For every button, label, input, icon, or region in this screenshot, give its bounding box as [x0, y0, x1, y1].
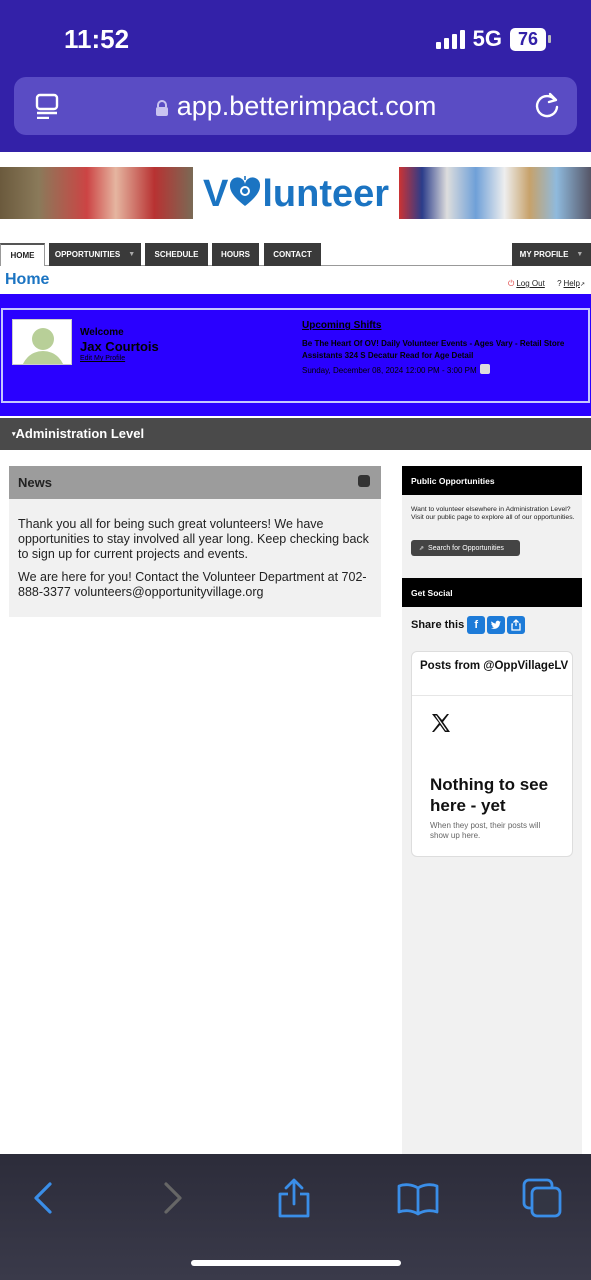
search-opportunities-label: Search for Opportunities	[428, 544, 504, 552]
battery-icon	[510, 28, 551, 51]
avatar	[12, 319, 72, 365]
admin-level-bar[interactable]	[0, 418, 591, 450]
tab-opportunities[interactable]	[49, 243, 141, 266]
chevron-down-icon: ▼	[576, 251, 584, 258]
url-text[interactable]	[14, 91, 577, 122]
news-paragraph: Thank you all for being such great volunteers! We have opportunities to stay involved all year long. Keep checking back to sign up for current projects and events.	[18, 517, 369, 561]
power-icon: ⏻	[508, 279, 515, 288]
page-header	[0, 268, 591, 294]
tab-contact-label: CONTACT	[273, 250, 312, 259]
welcome-box	[1, 308, 590, 403]
share-row	[411, 616, 525, 634]
edit-profile-link[interactable]: Edit My Profile	[80, 355, 126, 362]
battery-level: 76	[510, 28, 546, 51]
news-header	[9, 466, 381, 499]
admin-level-label: Administration Level	[15, 426, 145, 441]
share-icon[interactable]	[507, 616, 525, 634]
share-label: Share this	[411, 619, 465, 631]
external-link-icon: ↗	[579, 282, 585, 288]
news-panel	[9, 466, 381, 617]
logo-prefix: V	[203, 173, 229, 215]
chevron-down-icon: ▼	[128, 251, 136, 258]
reload-icon[interactable]	[533, 91, 561, 119]
welcome-label: Welcome	[80, 327, 124, 338]
news-paragraph: We are here for you! Contact the Volunteer Department at 702-888-3377 volunteers@opportunityvillage.org	[18, 570, 367, 599]
calendar-icon[interactable]	[480, 364, 490, 374]
news-collapse-icon[interactable]	[358, 475, 370, 487]
news-body	[18, 517, 373, 608]
sidebar	[402, 466, 582, 1156]
tab-home-label: HOME	[10, 251, 35, 260]
page-title: Home	[5, 271, 50, 288]
status-time: 11:52	[64, 24, 130, 54]
welcome-section	[0, 294, 591, 416]
site-banner	[0, 167, 591, 219]
tabs-icon[interactable]	[520, 1176, 564, 1220]
feed-title[interactable]: Posts from @OppVillageLV	[420, 660, 569, 672]
user-name: Jax Courtois	[80, 339, 159, 354]
back-icon[interactable]	[22, 1176, 66, 1220]
twitter-feed	[411, 651, 573, 857]
share-icon[interactable]	[272, 1176, 316, 1220]
help-icon: ?	[557, 279, 562, 288]
tab-hours-label: HOURS	[221, 250, 250, 259]
tab-contact[interactable]	[264, 243, 321, 266]
caret-down-icon: ▾	[12, 431, 16, 438]
tab-my-profile-label: MY PROFILE	[519, 250, 569, 259]
feed-empty-subtitle: When they post, their posts will show up here.	[430, 821, 541, 840]
tab-home[interactable]	[0, 243, 45, 266]
admin-level	[12, 426, 144, 441]
tab-my-profile[interactable]	[512, 243, 591, 266]
banner-photo-left	[0, 167, 193, 219]
x-logo-icon[interactable]	[430, 712, 452, 734]
bookmarks-icon[interactable]	[396, 1176, 440, 1220]
get-social-title: Get Social	[402, 578, 582, 607]
page-links	[508, 279, 585, 289]
url-bar[interactable]	[14, 77, 577, 135]
home-indicator[interactable]	[191, 1260, 401, 1266]
feed-divider	[412, 695, 572, 696]
shift-date	[302, 364, 490, 375]
public-opportunities-title: Public Opportunities	[402, 466, 582, 495]
forward-icon[interactable]	[150, 1176, 194, 1220]
twitter-icon[interactable]	[487, 616, 505, 634]
shift-date-text: Sunday, December 08, 2024 12:00 PM - 3:00 PM	[302, 366, 477, 375]
status-and-url-area	[0, 0, 591, 152]
search-opportunities-button[interactable]	[411, 540, 520, 556]
help-link[interactable]: Help	[563, 279, 580, 288]
url-value: app.betterimpact.com	[176, 91, 437, 121]
tab-schedule-label: SCHEDULE	[154, 250, 199, 259]
logout-link[interactable]: Log Out	[516, 279, 545, 288]
external-link-icon: ⇗	[419, 545, 425, 552]
volunteer-logo[interactable]	[203, 173, 389, 216]
lock-icon	[155, 100, 169, 116]
heart-logo-icon	[228, 176, 262, 210]
browser-toolbar	[0, 1154, 591, 1280]
feed-empty-title: Nothing to see here - yet	[430, 775, 549, 815]
banner-photo-right	[399, 167, 591, 219]
signal-icon	[436, 29, 465, 49]
tab-opportunities-label: OPPORTUNITIES	[54, 250, 121, 259]
facebook-icon[interactable]: f	[467, 616, 485, 634]
main-nav	[0, 243, 591, 266]
public-opportunities-text: Want to volunteer elsewhere in Administration Level? Visit our public page to explore all of our opportunities.	[411, 506, 575, 521]
network-type: 5G	[472, 26, 502, 51]
shift-name[interactable]: Be The Heart Of OV! Daily Volunteer Events - Ages Vary - Retail Store Assistants 324 S Decatur Read for Age Detail	[302, 339, 565, 360]
tab-hours[interactable]	[212, 243, 259, 266]
upcoming-shifts-title[interactable]: Upcoming Shifts	[302, 320, 382, 331]
tab-schedule[interactable]	[145, 243, 208, 266]
status-right	[436, 26, 551, 52]
news-title: News	[18, 475, 52, 490]
logo-text: lunteer	[262, 173, 390, 215]
